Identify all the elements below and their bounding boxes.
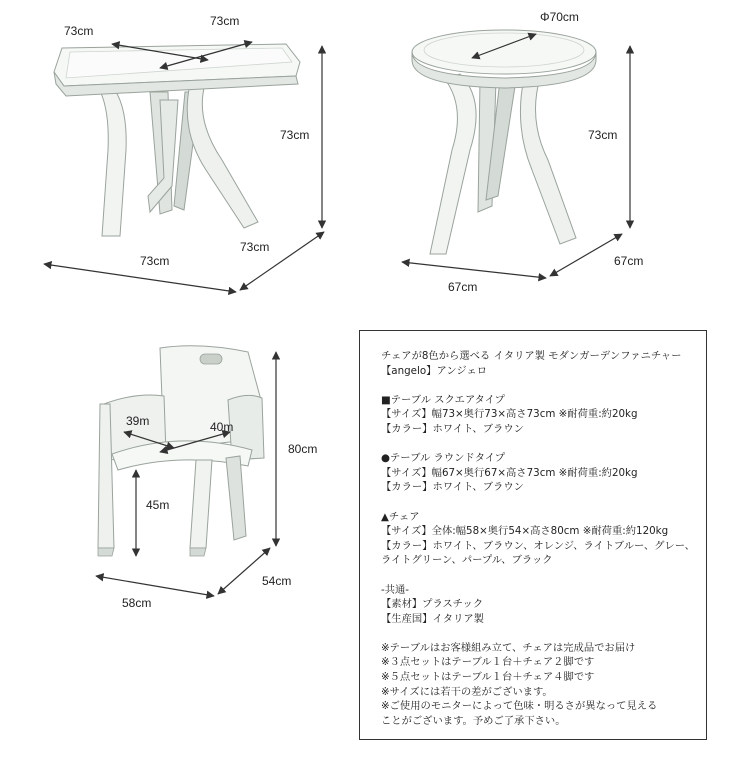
spec-line: ※３点セットはテーブル１台＋チェア２脚です xyxy=(381,656,595,669)
spec-line: -共通- xyxy=(381,583,410,596)
chair-height-label: 80cm xyxy=(288,442,318,456)
spec-line: ※５点セットはテーブル１台＋チェア４脚です xyxy=(381,671,595,684)
spec-text xyxy=(381,349,696,728)
square-table-base-width-label: 73cm xyxy=(140,254,170,268)
square-table-depth-label: 73cm xyxy=(64,24,94,38)
chair-illustration xyxy=(98,346,264,556)
chair-seat-depth-label: 40m xyxy=(210,420,234,434)
round-table-illustration xyxy=(412,30,596,254)
round-table-height-label: 73cm xyxy=(588,128,618,142)
spec-line: 【カラー】ホワイト、ブラウン xyxy=(381,422,524,435)
spec-line: 【素材】プラスチック xyxy=(381,598,484,611)
chair-width-label: 58cm xyxy=(122,596,152,610)
spec-line: 【カラー】ホワイト、ブラウン xyxy=(381,481,524,494)
spec-line: 【サイズ】幅73×奥行73×高さ73cm ※耐荷重:約20kg xyxy=(381,408,638,421)
spec-line: ■テーブル スクエアタイプ xyxy=(381,393,505,406)
chair-seat-height-label: 45m xyxy=(146,498,170,512)
square-table-width-label: 73cm xyxy=(210,14,240,28)
spec-spacer xyxy=(381,437,696,452)
spec-line: ▲チェア xyxy=(381,510,420,523)
round-table-diameter-label: Φ70cm xyxy=(540,10,579,24)
square-table-illustration xyxy=(54,44,300,236)
spec-line: 【サイズ】全体:幅58×奥行54×高さ80cm ※耐荷重:約120kg xyxy=(381,525,669,538)
square-table-height-label: 73cm xyxy=(280,128,310,142)
chair-depth-label: 54cm xyxy=(262,574,292,588)
spec-line: ●テーブル ラウンドタイプ xyxy=(381,452,506,465)
spec-spacer xyxy=(381,568,696,583)
spec-line: 【サイズ】幅67×奥行67×高さ73cm ※耐荷重:約20kg xyxy=(381,466,638,479)
spec-line: 【生産国】イタリア製 xyxy=(381,612,484,625)
spec-line: ※テーブルはお客様組み立て、チェアは完成品でお届け xyxy=(381,641,636,654)
spec-line: チェアが8色から選べる イタリア製 モダンガーデンファニチャー xyxy=(381,350,682,362)
spec-line: 【angelo】アンジェロ xyxy=(381,364,488,377)
spec-line: 【カラー】ホワイト、ブラウン、オレンジ、ライトブルー、グレー、 xyxy=(381,539,695,552)
spec-box xyxy=(359,330,707,740)
round-table-base-width-label: 67cm xyxy=(448,280,478,294)
square-table-base-depth-label: 73cm xyxy=(240,240,270,254)
spec-spacer xyxy=(381,378,696,393)
spec-spacer xyxy=(381,626,696,641)
spec-line: ライトグリーン、パープル、ブラック xyxy=(381,554,553,567)
spec-spacer xyxy=(381,495,696,510)
spec-line: ※サイズには若干の差がございます。 xyxy=(381,685,553,698)
round-table-base-depth-label: 67cm xyxy=(614,254,644,268)
chair-seat-width-label: 39m xyxy=(126,414,150,428)
spec-line: ※ご使用のモニターによって色味・明るさが異なって見える xyxy=(381,700,658,713)
spec-line: ことがございます。予めご了承下さい。 xyxy=(381,714,566,727)
